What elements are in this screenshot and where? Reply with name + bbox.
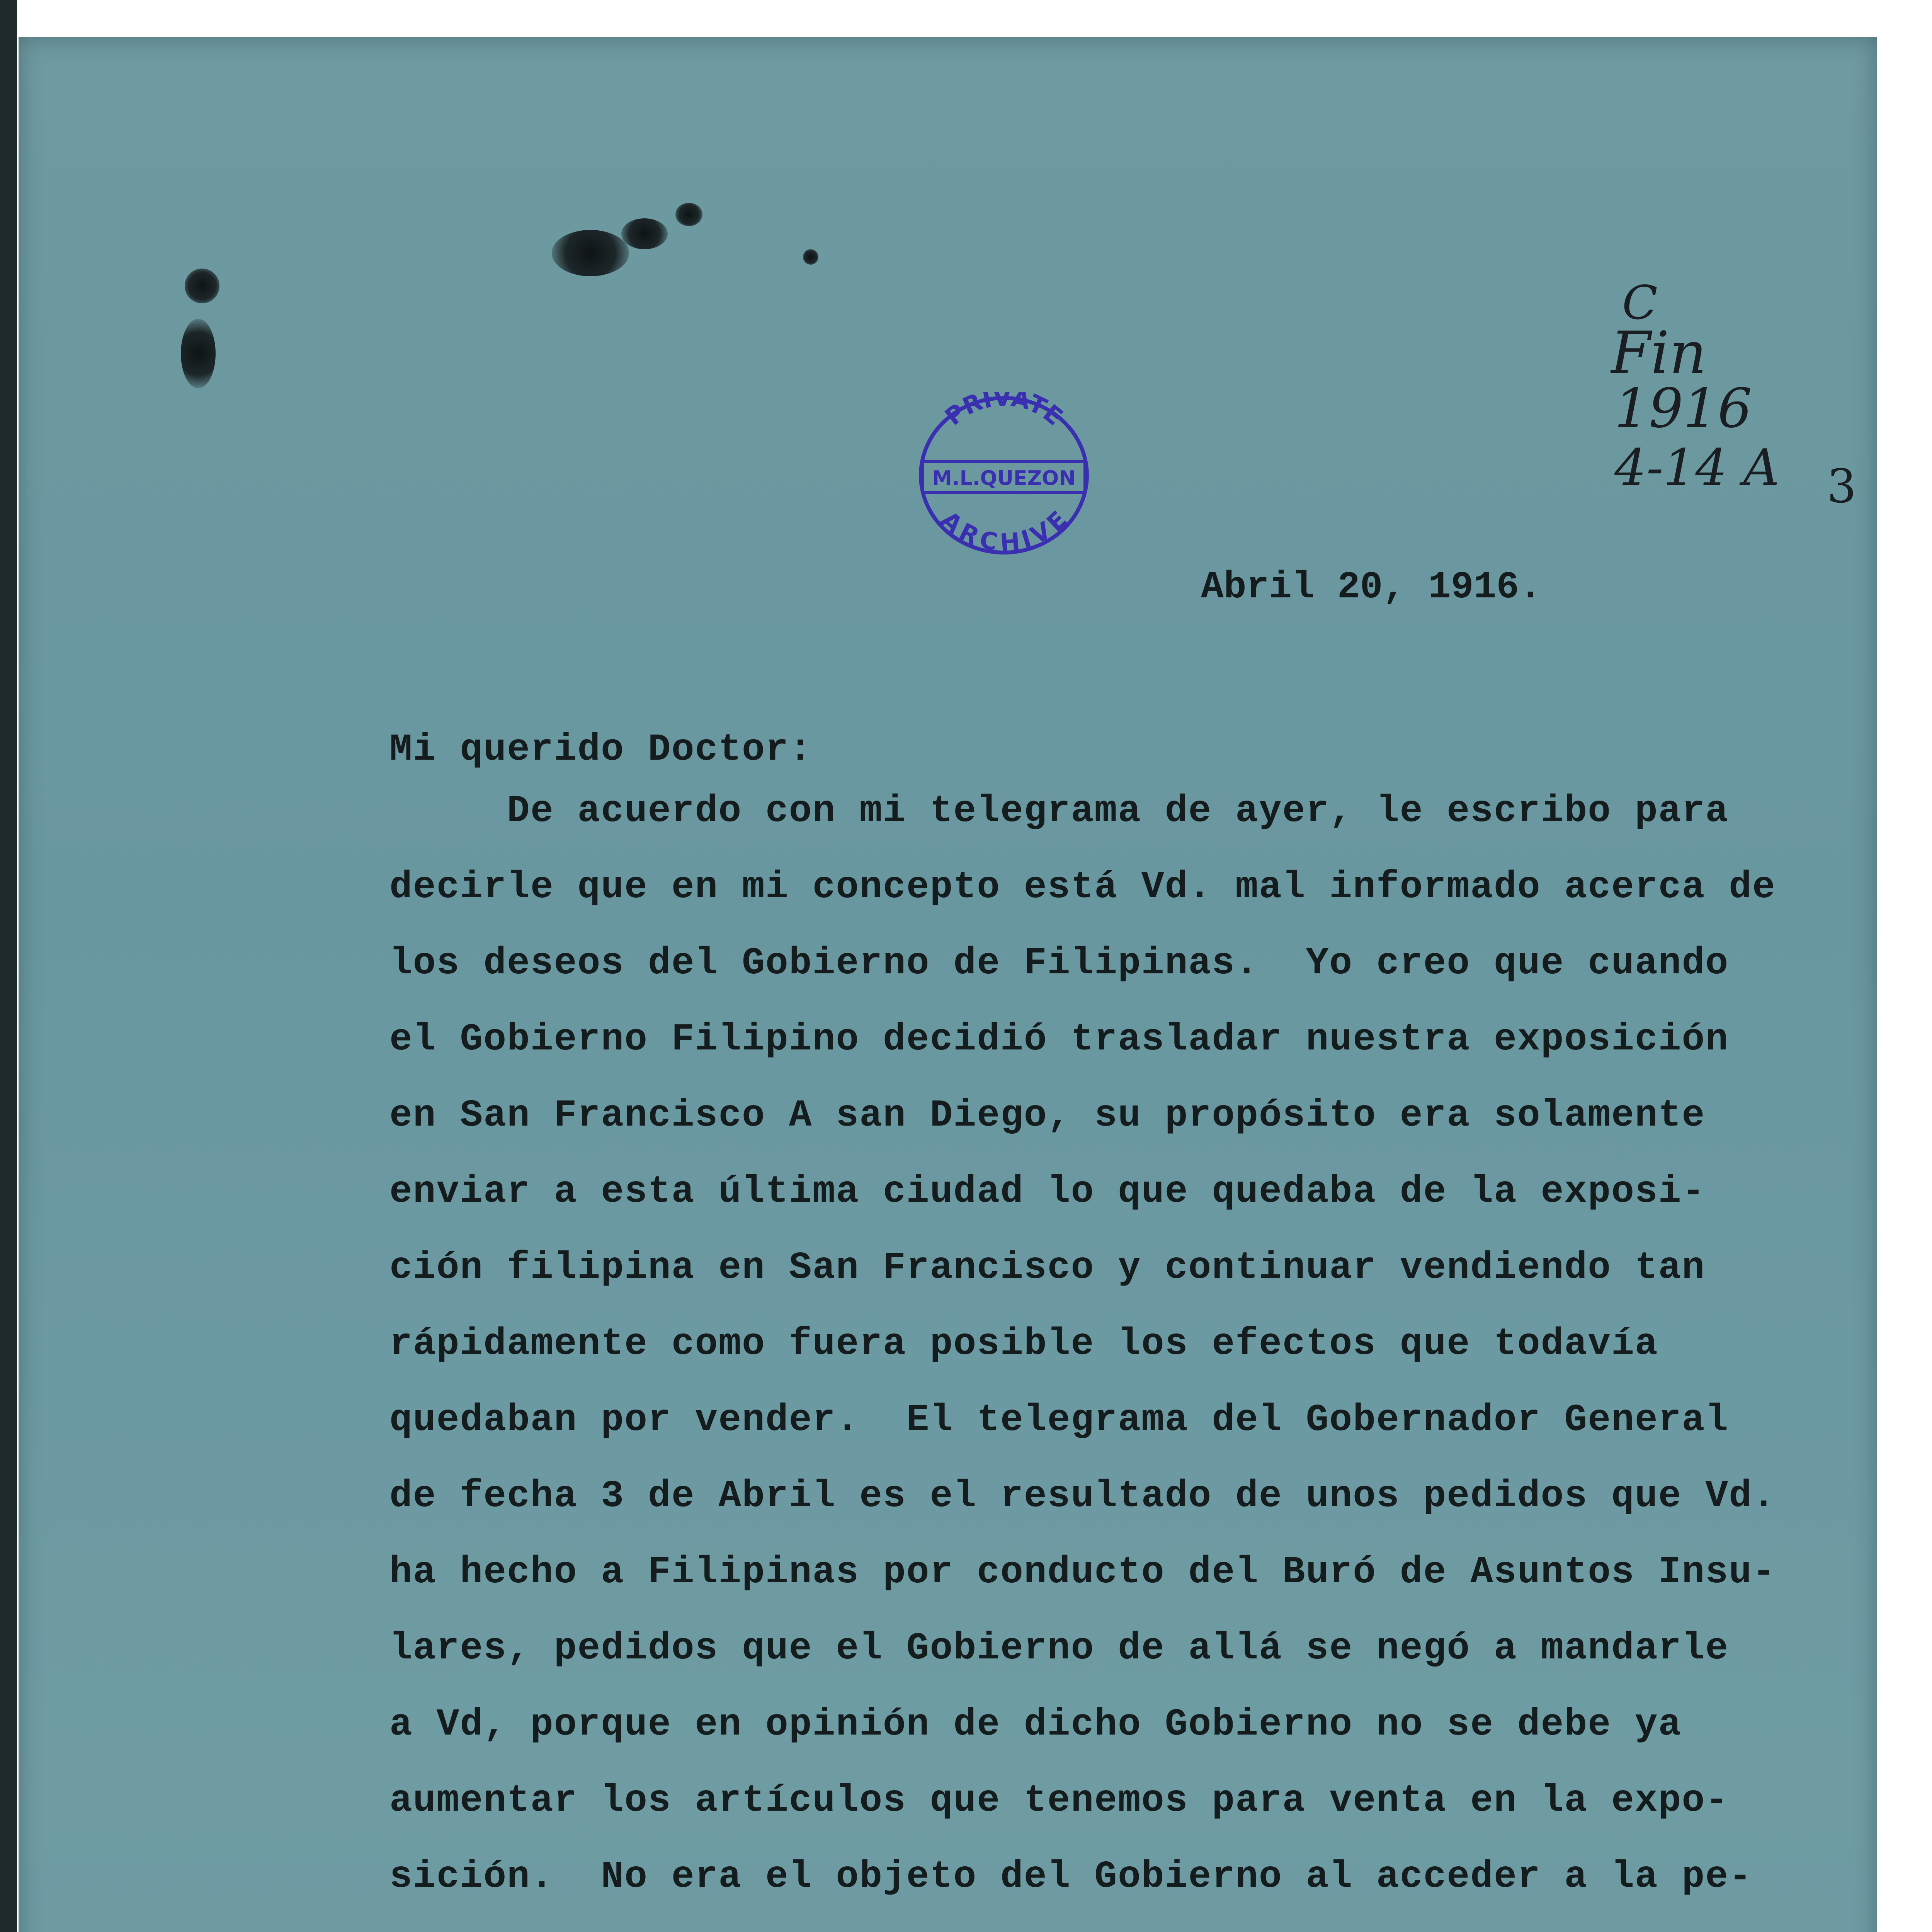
letter-body <box>389 790 1776 1932</box>
ink-stain-mid <box>621 218 668 249</box>
letter-line: ción filipina en San Francisco y continuar vendiendo tan <box>389 1247 1706 1289</box>
letter-salutation: Mi querido Doctor: <box>389 728 813 771</box>
ink-stain-large <box>552 230 629 276</box>
stamp-graphic <box>907 392 1100 558</box>
letter-line: a Vd, porque en opinión de dicho Gobierno no se debe ya <box>389 1703 1682 1746</box>
letter-line: el Gobierno Filipino decidió trasladar nuestra exposición <box>389 1018 1729 1061</box>
stamp-middle-text: M.L.QUEZON <box>932 467 1076 490</box>
ink-stain-small <box>675 203 702 226</box>
svg-text:PRIVATE <box>940 392 1068 431</box>
letter-line: en San Francisco A san Diego, su propósito era solamente <box>389 1094 1706 1137</box>
note-line-1: C <box>1622 276 1658 330</box>
private-archive-stamp <box>907 392 1100 558</box>
stamp-top-text: PRIVATE <box>939 392 1068 431</box>
ink-stain-left <box>185 269 219 303</box>
svg-text:ARCHIVE <box>935 505 1072 557</box>
ink-dot-right <box>803 249 818 265</box>
letter-line: ha hecho a Filipinas por conducto del Buró de Asuntos Insu- <box>389 1551 1776 1594</box>
letter-line: quedaban por vender. El telegrama del Gobernador General <box>389 1399 1729 1442</box>
note-line-2: Fin <box>1611 320 1707 387</box>
letter-line: decirle que en mi concepto está Vd. mal informado acerca de <box>389 866 1776 909</box>
scan-edge <box>0 0 17 1932</box>
letter-line: los deseos del Gobierno de Filipinas. Yo creo que cuando <box>389 942 1729 985</box>
letter-line: De acuerdo con mi telegrama de ayer, le escribo para <box>389 790 1729 833</box>
letter-line: rápidamente como fuera posible los efectos que todavía <box>389 1323 1658 1366</box>
note-mark: 3 <box>1827 460 1857 514</box>
handwritten-note-graphic <box>1611 276 1881 516</box>
letter-line: sición. No era el objeto del Gobierno al acceder a la pe- <box>389 1855 1752 1898</box>
note-line-4: 4-14 A <box>1614 438 1780 497</box>
stamp-bottom-text: ARCHIVE <box>935 505 1073 557</box>
letter-line: enviar a esta última ciudad lo que quedaba de la exposi- <box>389 1170 1706 1213</box>
letter-line: lares, pedidos que el Gobierno de allá se negó a mandarle <box>389 1627 1729 1670</box>
letter-page <box>19 37 1877 1932</box>
letter-line: aumentar los artículos que tenemos para venta en la expo- <box>389 1779 1729 1822</box>
letter-date: Abril 20, 1916. <box>1201 566 1542 609</box>
note-line-3: 1916 <box>1614 377 1752 440</box>
ink-stain-left-lower <box>181 319 216 388</box>
letter-line: de fecha 3 de Abril es el resultado de unos pedidos que Vd. <box>389 1475 1776 1518</box>
handwritten-file-note <box>1611 276 1881 516</box>
